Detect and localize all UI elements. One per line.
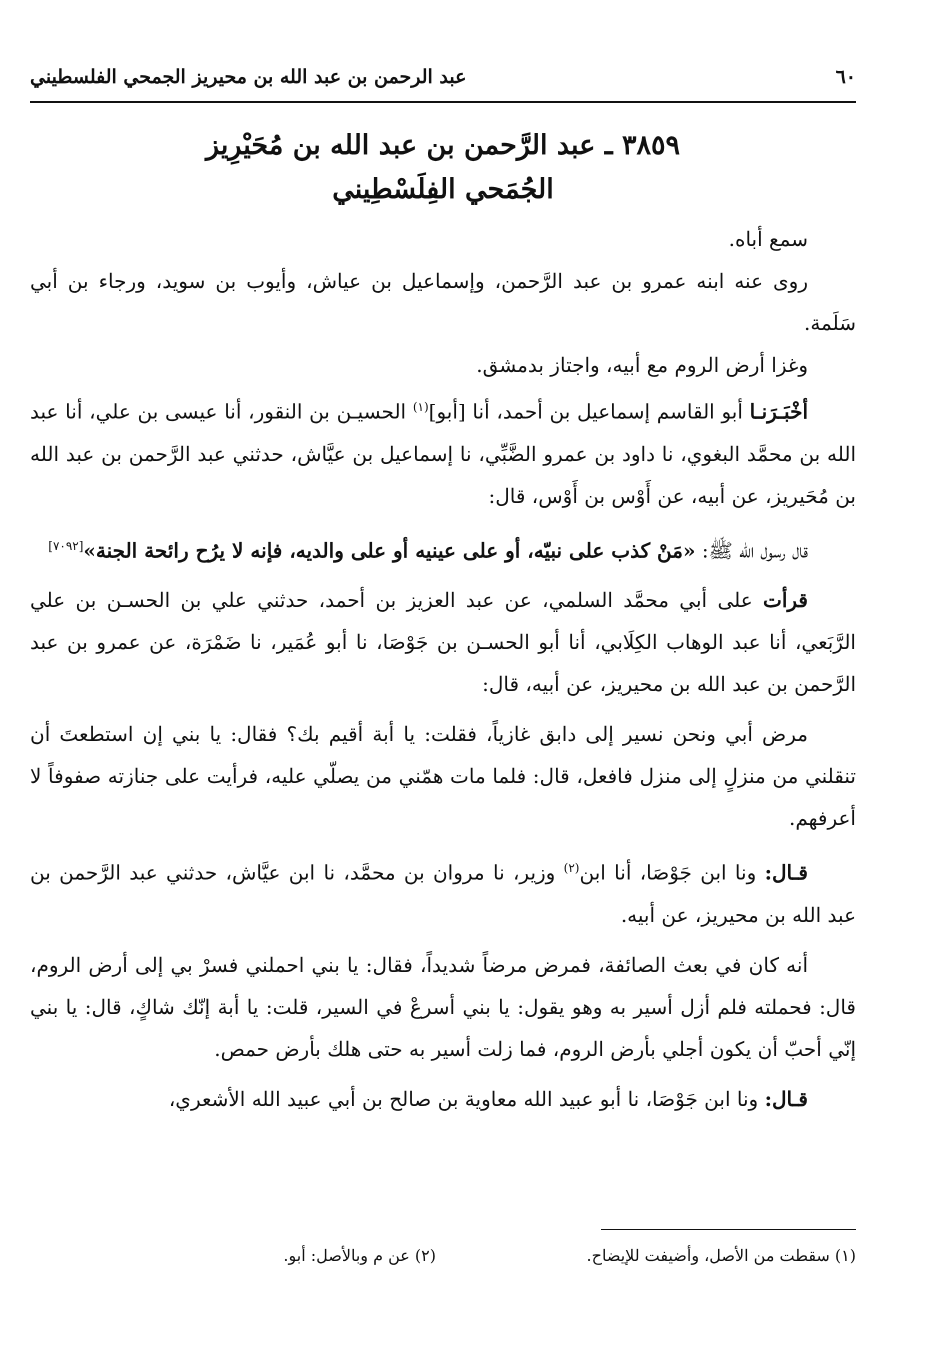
paragraph-isnad-2: قرأت على أبي محمَّد السلمي، عن عبد العزيز بن أحمد، حدثني علي بن الحسـن بن علي الرَّبَعي، أنا عبد الوهاب الكِلَابي، أنا أبو الحسـن بن جَوْصَا، نا أبو عُمَير، نا ضَمْرَة، عن عمرو بن عبد الرَّحمن بن عبد الله بن محيريز، عن أبيه، قال:: [30, 588, 856, 697]
lead-word: أخْبَـرَنـا: [749, 399, 808, 424]
lead-word: قـال:: [764, 1086, 808, 1111]
entry-title-line-2: الجُمَحي الفِلَسْطِيني: [332, 174, 554, 205]
footnote-marker-2: (٢): [563, 861, 580, 876]
lead-word: قرأت: [763, 588, 808, 613]
header-rule: [30, 101, 856, 103]
paragraph-isnad-1: أخْبَـرَنـا أبو القاسم إسماعيل بن أحمد، أنا [أبو]$^{(١)}$ الحسيـن بن النقور، أنا عيسى بن علي، أنا عبد الله بن محمَّد البغوي، نا داود بن عمرو الضَّبِّي، نا إسماعيل بن عيَّاش، حدثني عبد الرَّحمن بن عبد الله بن مُحَيريز، عن أبيه، عن أَوْس بن أَوْس، قال:: [30, 399, 856, 508]
lead-word: قـال:: [764, 860, 808, 885]
page-header: [30, 60, 856, 100]
paragraph-isnad-4: قـال: ونا ابن جَوْصَا، نا أبو عبيد الله معاوية بن صالح بن أبي عبيد الله الأشعري،: [168, 1086, 808, 1111]
footnote-marker-1: (١): [412, 400, 429, 414]
paragraph-dabiq: مرض أبي ونحن نسير إلى دابق غازياً، فقلت: يا أبة أقيم بك؟ فقال: يا بني إن استطعتَ أن تنقلني من منزلٍ إلى منزل فافعل، قال: فلما مات همّني من يصلّي عليه، فرأيت على جنازته صفوفاً لا أعرفهم.: [30, 722, 856, 831]
running-title: عبد الرحمن بن عبد الله بن محيريز الجمحي الفلسطيني: [30, 66, 467, 88]
footnotes: [30, 1246, 856, 1276]
paragraph-heard: سمع أباه.: [728, 227, 808, 251]
hadith-reference: [٧٠٩٢]: [48, 538, 84, 553]
paragraph-narrators: روى عنه ابنه عمرو بن عبد الرَّحمن، وإسماعيل بن عياش، وأيوب بن سويد، ورجاء بن أبي سَلَمة.: [30, 269, 856, 335]
page-number: ٦٠: [835, 66, 856, 88]
footnote-1: (١) سقطت من الأصل، وأضيفت للإيضاح.: [586, 1246, 856, 1265]
entry-title-line-1: ٣٨٥٩ ـ عبد الرَّحمن بن عبد الله بن مُحَيْرِيز: [205, 130, 681, 161]
footnote-rule: [601, 1229, 856, 1230]
paragraph-hadith: قال رسول الله ﷺ: «مَنْ كذب على نبيّه، أو على عينيه أو على والديه، فإنه لا يرُح رائحة الجنة»[٧٠٩٢]: [48, 538, 808, 563]
footnote-2: (٢) عن م وبالأصل: أبو.: [283, 1246, 436, 1265]
page-body: [30, 218, 856, 1120]
paragraph-isnad-3: قـال: ونا ابن جَوْصَا، أنا ابن$^{(٢)}$ وزير، نا مروان بن محمَّد، نا ابن عيَّاش، حدثني عبد الرَّحمن بن عبد الله بن محيريز، عن أبيه.: [30, 860, 856, 927]
paragraph-summer-raid: أنه كان في بعث الصائفة، فمرض مرضاً شديداً، فقال: يا بني احملني فسرْ بي إلى أرض الروم، قال: فحملته فلم أزل أسير به وهو يقول: يا بني أسرعْ في السير، قلت: يا أبة إنّك شاكٍ، قال: يا بني إنّي أحبّ أن يكون أجلي بأرض الروم، فما زلت أسير به حتى هلك بأرض حمص.: [30, 952, 856, 1061]
paragraph-raid: وغزا أرض الروم مع أبيه، واجتاز بدمشق.: [476, 353, 808, 377]
hadith-text: «مَنْ كذب على نبيّه، أو على عينيه أو على والديه، فإنه لا يرُح رائحة الجنة»: [83, 538, 696, 563]
